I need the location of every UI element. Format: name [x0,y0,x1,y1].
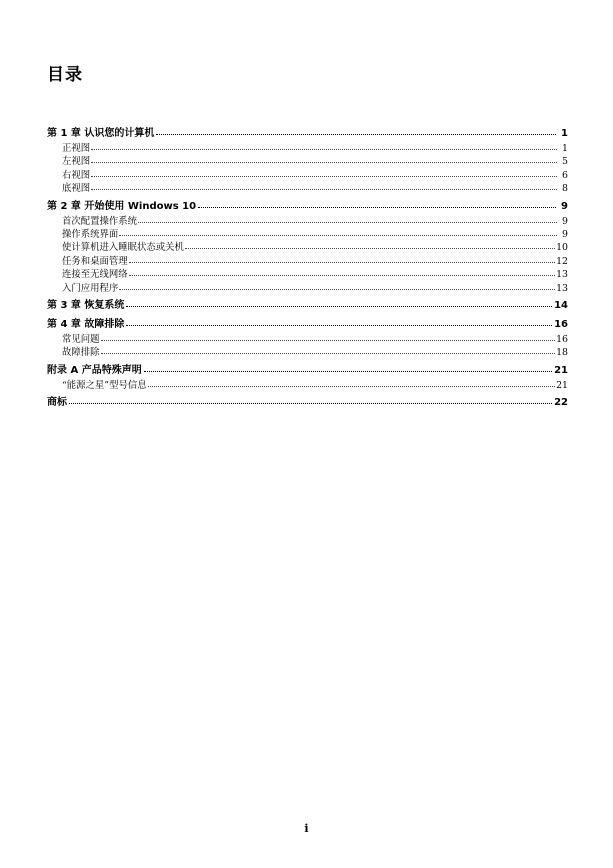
toc-entry-page-number: 8 [562,183,568,195]
toc-entry-label: 附录 A 产品特殊声明 [47,364,142,376]
toc-entry-label: 第 3 章 恢复系统 [47,299,125,311]
toc-section-entry[interactable] [47,141,568,154]
toc-entry-label: 右视图 [62,169,91,181]
toc-entry-label: 使计算机进入睡眠状态或关机 [62,242,184,254]
toc-chapter-entry[interactable] [47,126,568,141]
toc-chapter-entry[interactable] [47,298,568,313]
toc-section-entry[interactable] [47,154,568,167]
toc-entry-label: 操作系统界面 [62,228,119,240]
toc-section-entry[interactable] [47,267,568,280]
toc-entry-label: “能源之星”型号信息 [62,379,147,391]
toc-dot-leader [91,168,557,178]
toc-dot-leader [138,214,557,224]
toc-dot-leader [101,332,556,342]
toc-entry-page-number: 14 [554,299,568,311]
toc-entry-label: 左视图 [62,156,91,168]
toc-dot-leader [119,281,555,291]
toc-section-entry[interactable] [47,227,568,240]
toc-entry-page-number: 9 [562,228,568,240]
toc-dot-leader [91,181,557,191]
toc-entry-label: 第 1 章 认识您的计算机 [47,128,155,139]
toc-entry-label: 底视图 [62,183,91,195]
toc-entry-page-number: 18 [556,347,568,359]
toc-section-entry[interactable] [47,378,568,391]
toc-chapter-entry[interactable] [47,199,568,214]
toc-section-entry[interactable] [47,240,568,253]
toc-entry-label: 常见问题 [62,333,100,345]
toc-section-entry[interactable] [47,168,568,181]
toc-entry-page-number: 1 [562,143,568,154]
toc-section-entry[interactable] [47,181,568,194]
toc-dot-leader [126,317,552,327]
toc-dot-leader [148,378,555,388]
page-title: 目录 [47,65,83,85]
toc-section-entry[interactable] [47,254,568,267]
toc-entry-label: 首次配置操作系统 [62,215,138,227]
toc-dot-leader [91,141,557,151]
toc-entry-page-number: 6 [562,169,568,181]
table-of-contents [47,126,568,410]
toc-entry-page-number: 9 [562,215,568,227]
toc-entry-page-number: 22 [554,397,568,409]
toc-entry-page-number: 5 [562,156,568,168]
toc-section-entry[interactable] [47,332,568,345]
toc-section-entry[interactable] [47,281,568,294]
toc-entry-page-number: 13 [556,282,568,294]
toc-entry-page-number: 9 [561,200,568,212]
toc-dot-leader [144,363,552,373]
toc-entry-page-number: 16 [556,333,568,345]
toc-entry-label: 第 4 章 故障排除 [47,318,125,330]
toc-entry-page-number: 21 [556,379,568,391]
toc-entry-label: 正视图 [62,143,91,154]
toc-dot-leader [101,345,556,355]
toc-dot-leader [129,267,555,277]
toc-dot-leader [156,126,556,136]
toc-entry-label: 任务和桌面管理 [62,255,128,267]
toc-dot-leader [198,199,556,209]
toc-entry-page-number: 13 [556,269,568,281]
toc-section-entry[interactable] [47,214,568,227]
toc-entry-page-number: 12 [556,255,568,267]
toc-entry-page-number: 21 [554,364,568,376]
toc-dot-leader [69,395,552,405]
toc-dot-leader [126,298,552,308]
page-number: i [304,822,309,835]
toc-chapter-entry[interactable] [47,363,568,378]
toc-dot-leader [185,240,555,250]
toc-dot-leader [129,254,555,264]
toc-entry-label: 故障排除 [62,347,100,359]
toc-entry-label: 商标 [47,397,67,409]
toc-dot-leader [119,227,557,237]
toc-dot-leader [91,154,557,164]
toc-entry-label: 连接至无线网络 [62,269,128,281]
toc-chapter-entry[interactable] [47,395,568,410]
toc-entry-page-number: 10 [556,242,568,254]
toc-entry-page-number: 16 [554,318,568,330]
toc-entry-page-number: 1 [561,128,568,139]
toc-section-entry[interactable] [47,345,568,358]
toc-entry-label: 第 2 章 开始使用 Windows 10 [47,200,197,212]
toc-chapter-entry[interactable] [47,317,568,332]
toc-entry-label: 入门应用程序 [62,282,119,294]
